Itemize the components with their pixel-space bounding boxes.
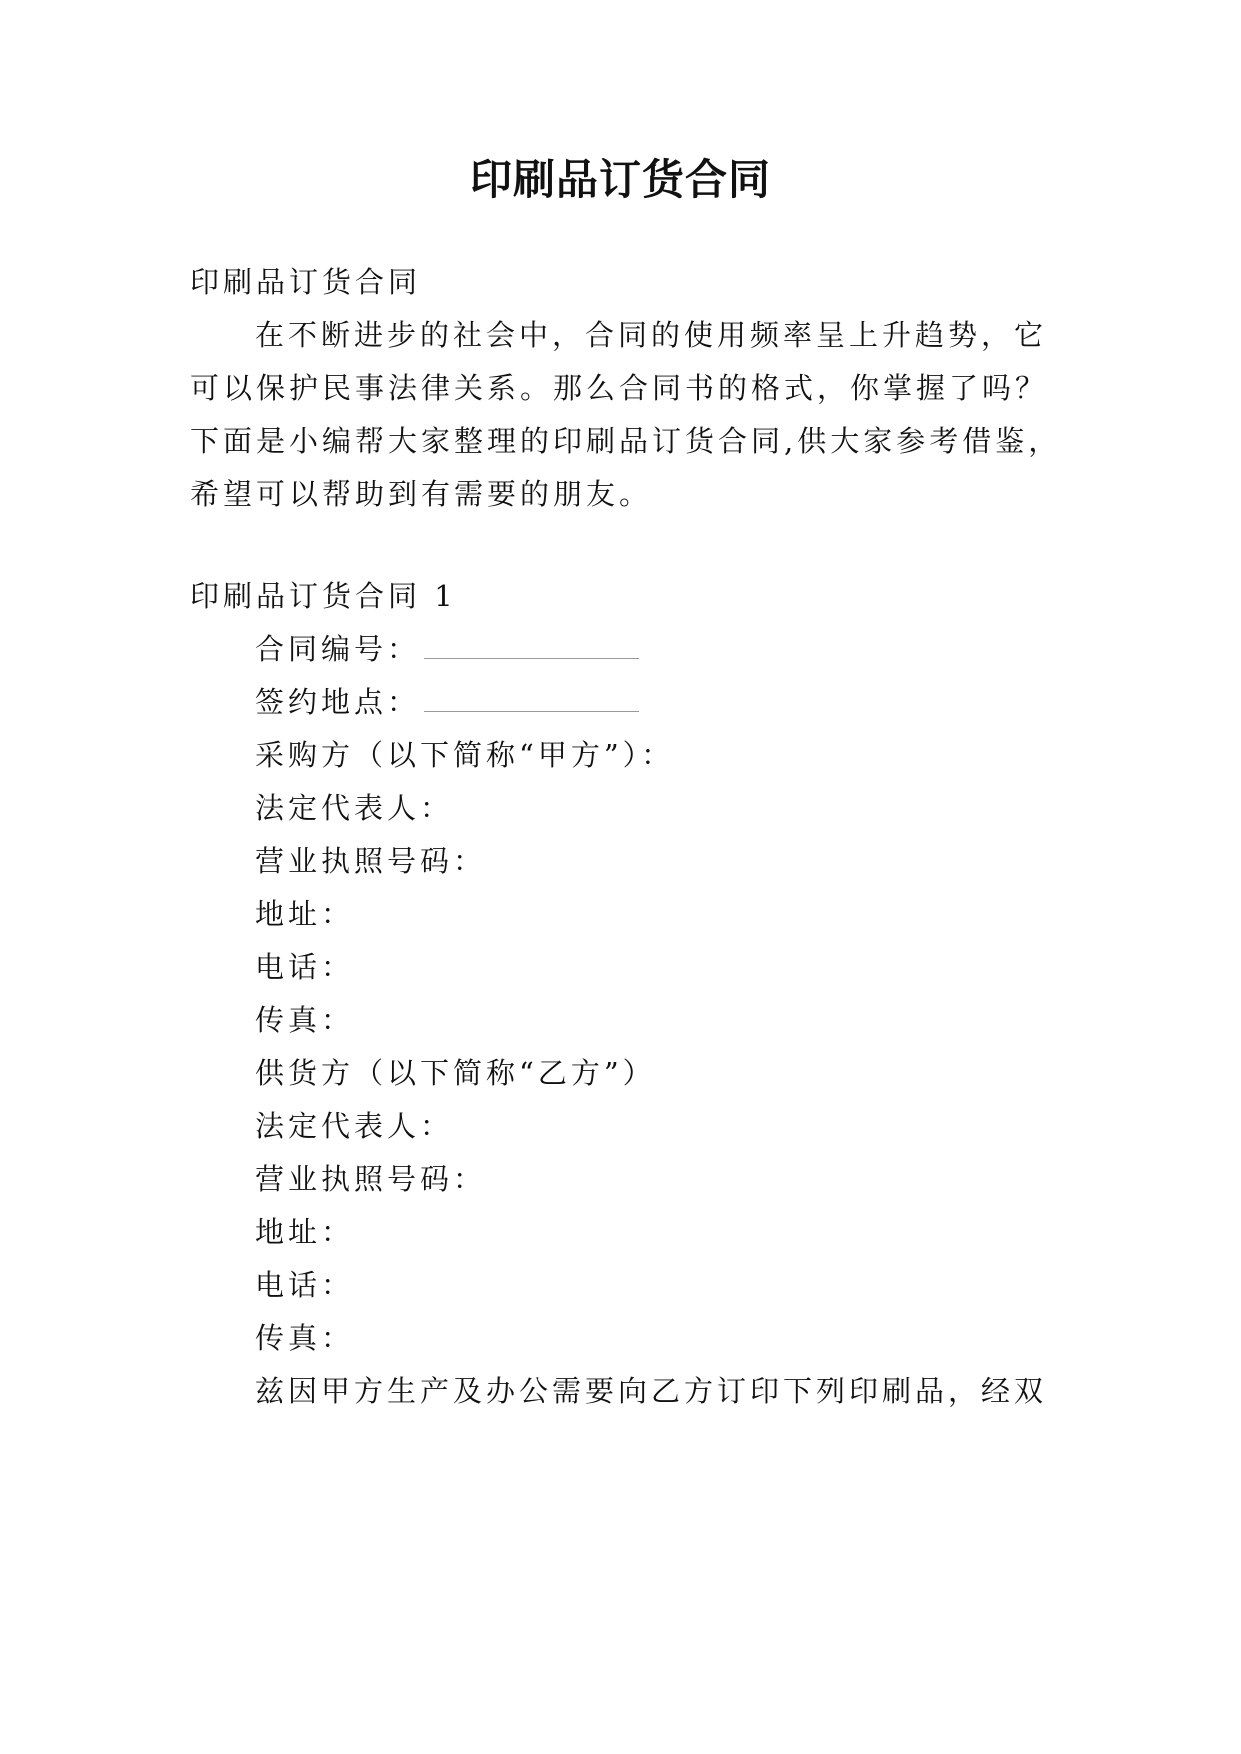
contract-number-row <box>255 629 639 669</box>
buyer-license-no: 营业执照号码： <box>255 844 487 878</box>
closing-line: 兹因甲方生产及办公需要向乙方订印下列印刷品，经双 <box>255 1374 1048 1408</box>
contract-number-blank <box>424 632 639 659</box>
seller-legal-rep: 法定代表人： <box>255 1109 454 1143</box>
buyer-address: 地址： <box>255 897 355 931</box>
contract-1-heading: 印刷品订货合同 1 <box>190 579 457 613</box>
sign-place-label: 签约地点： <box>255 685 421 719</box>
contract-number-label: 合同编号： <box>255 632 421 666</box>
document-title: 印刷品订货合同 <box>469 155 771 204</box>
sign-place-blank <box>424 685 639 712</box>
seller-address: 地址： <box>255 1215 355 1249</box>
buyer-phone: 电话： <box>255 950 355 984</box>
intro-line: 希望可以帮助到有需要的朋友。 <box>190 477 653 511</box>
intro-line: 下面是小编帮大家整理的印刷品订货合同,供大家参考借鉴， <box>190 424 1062 458</box>
intro-line: 可以保护民事法律关系。那么合同书的格式，你掌握了吗？ <box>190 371 1049 405</box>
buyer-legal-rep: 法定代表人： <box>255 791 454 825</box>
seller-party: 供货方（以下简称“乙方”） <box>255 1056 656 1090</box>
buyer-fax: 传真： <box>255 1003 355 1037</box>
seller-phone: 电话： <box>255 1268 355 1302</box>
seller-license-no: 营业执照号码： <box>255 1162 487 1196</box>
buyer-party: 采购方（以下简称“甲方”）： <box>255 738 675 772</box>
section-heading: 印刷品订货合同 <box>190 265 422 299</box>
sign-place-row <box>255 682 639 722</box>
intro-line: 在不断进步的社会中，合同的使用频率呈上升趋势，它 <box>255 318 1048 352</box>
seller-fax: 传真： <box>255 1321 355 1355</box>
